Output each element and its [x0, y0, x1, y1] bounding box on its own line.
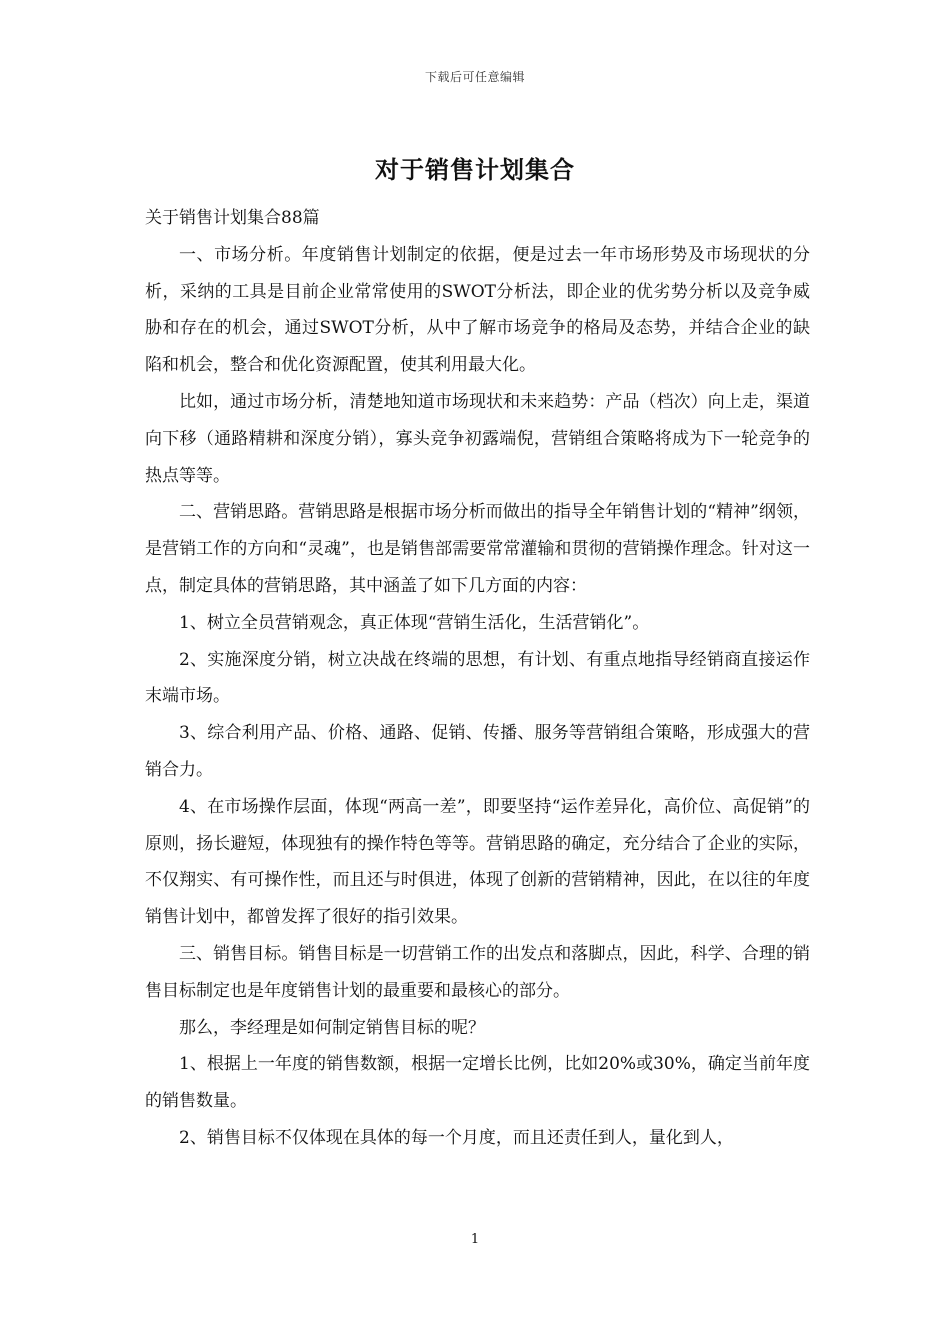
paragraph-sales-target: 三、销售目标。销售目标是一切营销工作的出发点和落脚点，因此，科学、合理的销售目标制定也是年度销售计划的最重要和最核心的部分。: [145, 943, 810, 1001]
list-item-approach-4: 4、在市场操作层面，体现“两高一差”，即要坚持“运作差异化，高价位、高促销”的原则，扬长避短，体现独有的操作特色等等。营销思路的确定，充分结合了企业的实际，不仅翔实、有可操作性，而且还与时俱进，体现了创新的营销精神，因此，在以往的年度销售计划中，都曾发挥了很好的指引效果。: [145, 796, 810, 928]
document-body: [145, 200, 810, 1157]
page-number: 1: [470, 1232, 480, 1247]
list-item-approach-3: 3、综合利用产品、价格、通路、促销、传播、服务等营销组合策略，形成强大的营销合力。: [145, 723, 810, 780]
document-title: 对于销售计划集合: [375, 155, 575, 184]
paragraph-marketing-approach: 二、营销思路。营销思路是根据市场分析而做出的指导全年销售计划的“精神”纲领，是营销工作的方向和“灵魂”，也是销售部需要常常灌输和贯彻的营销操作理念。针对这一点，制定具体的营销思路，其中涵盖了如下几方面的内容：: [145, 502, 810, 596]
list-item-target-1: 1、根据上一年度的销售数额，根据一定增长比例，比如20%或30%，确定当前年度的销售数量。: [145, 1054, 810, 1112]
document-subtitle: 关于销售计划集合88篇: [145, 208, 320, 228]
paragraph-market-example: 比如，通过市场分析，清楚地知道市场现状和未来趋势：产品（档次）向上走，渠道向下移（通路精耕和深度分销），寡头竞争初露端倪，营销组合策略将成为下一轮竞争的热点等等。: [145, 391, 810, 486]
list-item-approach-2: 2、实施深度分销，树立决战在终端的思想，有计划、有重点地指导经销商直接运作末端市场。: [145, 649, 810, 707]
list-item-approach-1: 1、树立全员营销观念，真正体现“营销生活化，生活营销化”。: [179, 612, 650, 633]
paragraph-market-analysis: 一、市场分析。年度销售计划制定的依据，便是过去一年市场形势及市场现状的分析，采纳的工具是目前企业常常使用的SWOT分析法，即企业的优劣势分析以及竞争威胁和存在的机会，通过SWOT分析，从中了解市场竞争的格局及态势，并结合企业的缺陷和机会，整合和优化资源配置，使其利用最大化。: [145, 244, 810, 376]
header-note: 下载后可任意编辑: [424, 70, 525, 84]
paragraph-target-question: 那么，李经理是如何制定销售目标的呢？: [179, 1017, 485, 1038]
list-item-target-2: 2、销售目标不仅体现在具体的每一个月度，而且还责任到人，量化到人，: [179, 1127, 734, 1148]
